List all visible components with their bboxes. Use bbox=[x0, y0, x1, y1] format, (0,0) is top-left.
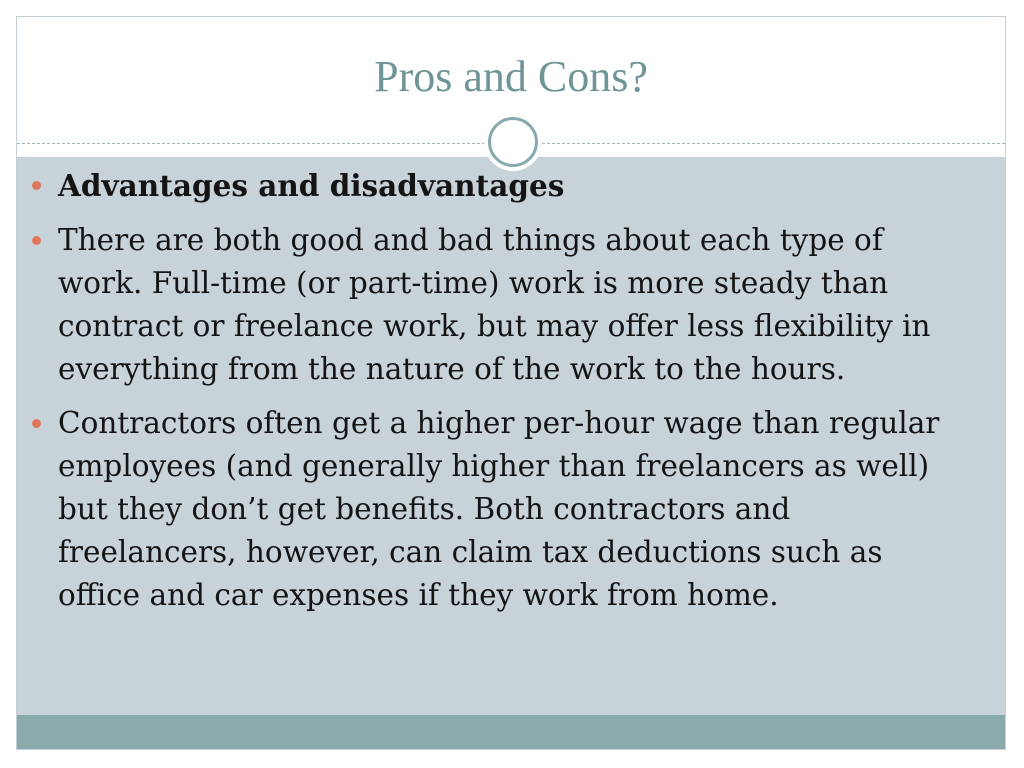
bullet-item bbox=[58, 219, 963, 391]
bullet-dot-icon bbox=[32, 181, 41, 190]
slide-title: Pros and Cons? bbox=[374, 52, 648, 101]
ring-ornament-icon bbox=[484, 113, 542, 171]
ring-inner bbox=[488, 117, 538, 167]
bullet-text: Advantages and disadvantages bbox=[58, 168, 565, 203]
bullet-text: There are both good and bad things about each type of work. Full-time (or part-time) work is more steady than contract or freelance work, but may offer less flexibility in everything from the nature of the work to the hours. bbox=[58, 223, 931, 386]
bullet-item bbox=[58, 164, 963, 208]
footer-band bbox=[17, 715, 1005, 750]
bullet-text: Contractors often get a higher per-hour wage than regular employees (and generally higher than freelancers as well) but they don’t get benefits. Both contractors and freelancers, however, can claim tax deductions such as office and car expenses if they work from home. bbox=[58, 406, 940, 612]
bullet-dot-icon bbox=[32, 419, 41, 428]
bullet-list bbox=[58, 164, 963, 628]
bullet-dot-icon bbox=[32, 236, 41, 245]
bullet-item bbox=[58, 402, 963, 617]
